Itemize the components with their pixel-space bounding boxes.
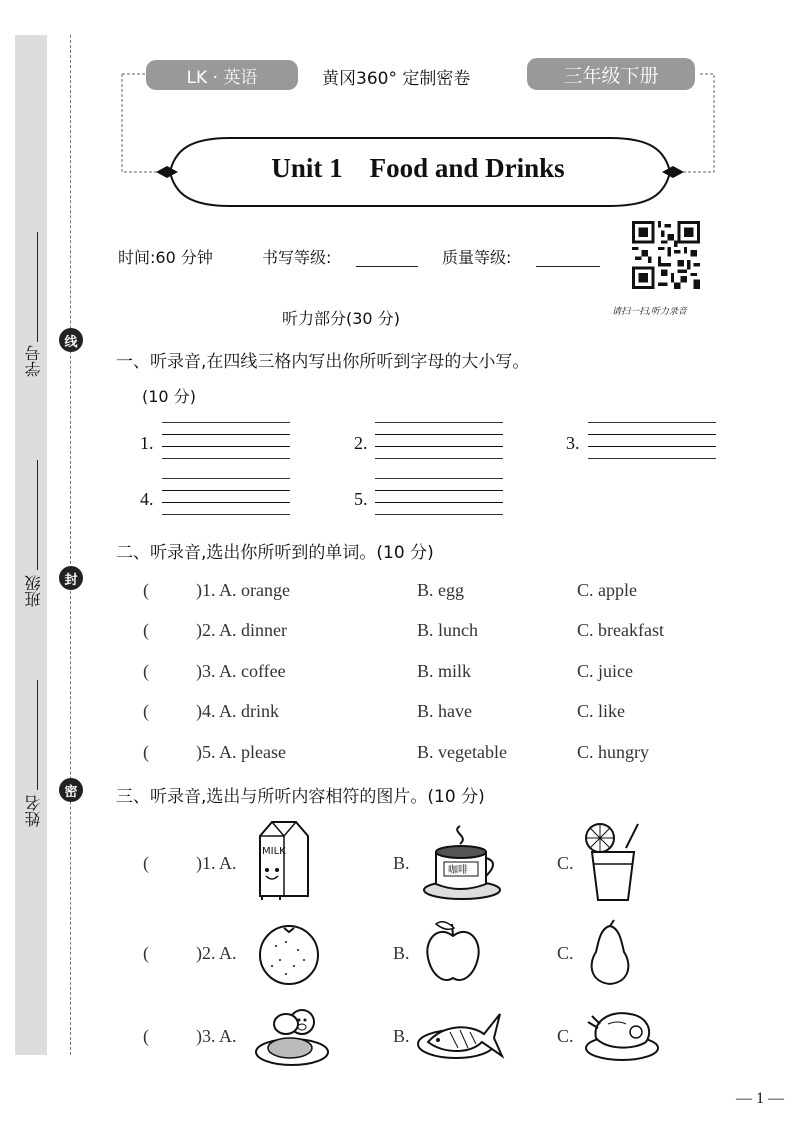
seal-seal-badge: 封 [59, 566, 83, 590]
writing-grid-2[interactable] [375, 422, 503, 470]
milk-carton-text: MILK [262, 846, 286, 857]
pear-icon[interactable] [584, 918, 636, 988]
item-2-number: 2. [354, 433, 368, 453]
fish-icon[interactable] [414, 998, 506, 1064]
series-name: 黄冈360° 定制密卷 [322, 69, 471, 89]
meat-icon[interactable] [252, 998, 332, 1070]
seal-line-badge: 线 [59, 328, 83, 352]
q3-option-b: B. milk [417, 661, 472, 681]
student-id-label: 学号 [24, 345, 43, 377]
pic-q2-label-a: )2. A. [196, 943, 237, 963]
subject-tag: LK · 英语 [146, 60, 298, 90]
class-line [37, 460, 38, 570]
pic-q1-label-a: )1. A. [196, 853, 237, 873]
coffee-cup-text: 咖啡 [448, 865, 468, 876]
juice-glass-icon[interactable] [580, 820, 650, 904]
writing-grade-field[interactable] [356, 252, 418, 267]
section3-title: 三、听录音,选出与所听内容相符的图片。(10 分) [116, 787, 485, 807]
chicken-icon[interactable] [582, 1002, 660, 1062]
answer-bracket[interactable]: ( [143, 943, 149, 963]
q4-option-c: C. like [577, 701, 625, 721]
binding-dashed-line [70, 35, 71, 1055]
answer-bracket[interactable]: ( [143, 701, 149, 721]
unit-title: Unit 1 Food and Drinks [271, 153, 565, 183]
orange-icon[interactable] [256, 920, 322, 986]
section2-title: 二、听录音,选出你所听到的单词。(10 分) [116, 543, 434, 563]
q5-option-a: )5. A. please [196, 742, 286, 762]
q1-option-a: )1. A. orange [196, 580, 290, 600]
pic-q1-label-b: B. [393, 853, 410, 873]
q2-option-c: C. breakfast [577, 620, 664, 640]
writing-grid-1[interactable] [162, 422, 290, 470]
time-label: 时间:60 分钟 [118, 248, 213, 267]
q2-option-a: )2. A. dinner [196, 620, 287, 640]
pic-q3-label-a: )3. A. [196, 1026, 237, 1046]
q4-option-a: )4. A. drink [196, 701, 279, 721]
answer-bracket[interactable]: ( [143, 661, 149, 681]
writing-grid-4[interactable] [162, 478, 290, 526]
q3-option-a: )3. A. coffee [196, 661, 286, 681]
pic-q2-label-c: C. [557, 943, 574, 963]
binding-strip [15, 35, 47, 1055]
seal-secret-badge: 密 [59, 778, 83, 802]
answer-bracket[interactable]: ( [143, 1026, 149, 1046]
answer-bracket[interactable]: ( [143, 853, 149, 873]
answer-bracket[interactable]: ( [143, 620, 149, 640]
qr-code-icon[interactable] [632, 221, 700, 289]
writing-grade-label: 书写等级: [262, 248, 332, 267]
quality-grade-label: 质量等级: [442, 248, 512, 267]
class-label: 班级 [24, 575, 43, 607]
writing-grid-5[interactable] [375, 478, 503, 526]
item-4-number: 4. [140, 489, 154, 509]
pic-q3-label-c: C. [557, 1026, 574, 1046]
q3-option-c: C. juice [577, 661, 633, 681]
section1-score: (10 分) [142, 387, 196, 406]
writing-grid-3[interactable] [588, 422, 716, 470]
q2-option-b: B. lunch [417, 620, 478, 640]
answer-bracket[interactable]: ( [143, 580, 149, 600]
listening-heading: 听力部分(30 分) [282, 309, 400, 328]
section1-title: 一、听录音,在四线三格内写出你所听到字母的大小写。 [116, 352, 530, 372]
grade-tag: 三年级下册 [527, 58, 695, 90]
coffee-cup-icon[interactable] [420, 822, 504, 902]
item-5-number: 5. [354, 489, 368, 509]
answer-bracket[interactable]: ( [143, 742, 149, 762]
item-3-number: 3. [566, 433, 580, 453]
page-number: — 1 — [736, 1090, 784, 1107]
milk-carton-icon[interactable] [250, 818, 314, 900]
q4-option-b: B. have [417, 701, 472, 721]
q1-option-b: B. egg [417, 580, 464, 600]
q5-option-c: C. hungry [577, 742, 649, 762]
item-1-number: 1. [140, 433, 154, 453]
q5-option-b: B. vegetable [417, 742, 507, 762]
q1-option-c: C. apple [577, 580, 637, 600]
student-id-line [37, 232, 38, 342]
name-line [37, 680, 38, 790]
pic-q2-label-b: B. [393, 943, 410, 963]
qr-caption: 请扫一扫,听力录音 [612, 307, 687, 317]
pic-q3-label-b: B. [393, 1026, 410, 1046]
quality-grade-field[interactable] [536, 252, 600, 267]
name-label: 姓名 [24, 795, 43, 827]
apple-icon[interactable] [422, 918, 484, 988]
pic-q1-label-c: C. [557, 853, 574, 873]
